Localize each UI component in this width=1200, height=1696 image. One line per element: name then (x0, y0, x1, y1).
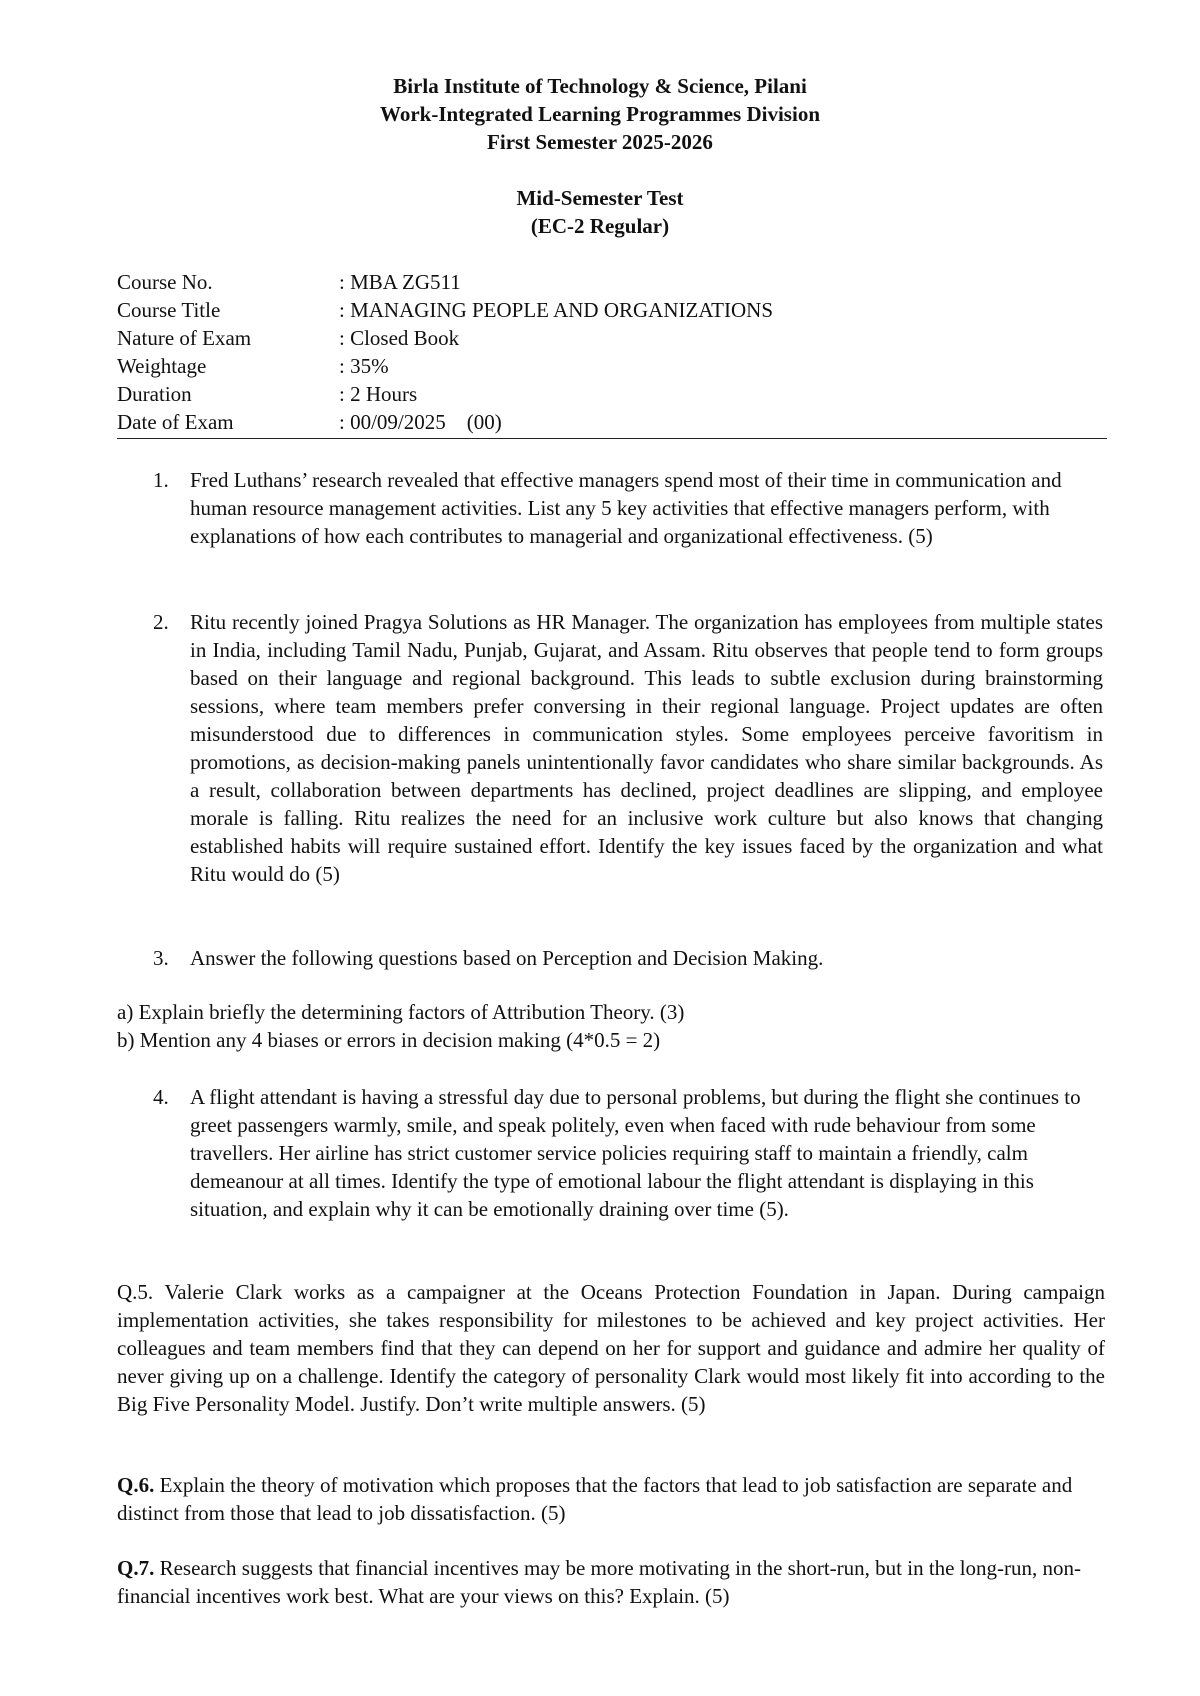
question-text: A flight attendant is having a stressful day due to personal problems, but during the flight she continues to greet passengers warmly, smile, and speak politely, even when faced with rude behaviour from some travellers. Her airline has strict customer service policies requiring staff to maintain a friendly, calm demeanour at all times. Identify the type of emotional labour the flight attendant is displaying in this situation, and explain why it can be emotionally draining over time (5). (190, 1085, 1081, 1221)
question-5 (117, 1278, 1105, 1418)
question-number: 3. (153, 946, 169, 970)
detail-row (117, 324, 1107, 352)
semester: First Semester 2025-2026 (487, 130, 713, 154)
question-3b: b) Mention any 4 biases or errors in decision making (4*0.5 = 2) (117, 1028, 661, 1052)
question-3a: a) Explain briefly the determining factors of Attribution Theory. (3) (117, 1000, 685, 1024)
question-7 (117, 1554, 1105, 1610)
division-name: Work-Integrated Learning Programmes Division (380, 102, 820, 126)
exam-header (0, 72, 1200, 240)
detail-value: : 00/09/2025 (00) (339, 410, 502, 434)
detail-value: : Closed Book (339, 326, 460, 350)
question-text: Ritu recently joined Pragya Solutions as HR Manager. The organization has employees from multiple states in India, including Tamil Nadu, Punjab, Gujarat, and Assam. Ritu observes that people tend to form groups based on their language and regional background. This leads to subtle exclusion during brainstorming sessions, where team members prefer conversing in their regional language. Project updates are often misunderstood due to differences in communication styles. Some employees perceive favoritism in promotions, as decision-making panels unintentionally favor candidates who share similar backgrounds. As a result, collaboration between departments has declined, project deadlines are slipping, and employee morale is falling. Ritu realizes the need for an inclusive work culture but also knows that changing established habits will require sustained effort. Identify the key issues faced by the organization and what Ritu would do (5) (190, 610, 1103, 886)
detail-label: Nature of Exam (117, 326, 252, 350)
detail-value: : 2 Hours (339, 382, 418, 406)
question-text: Explain the theory of motivation which proposes that the factors that lead to job satisfaction are separate and distinct from those that lead to job dissatisfaction. (5) (117, 1473, 1073, 1525)
detail-row (117, 296, 1107, 324)
detail-label: Weightage (117, 354, 207, 378)
institute-name: Birla Institute of Technology & Science, Pilani (393, 74, 807, 98)
question-text: Valerie Clark works as a campaigner at the Oceans Protection Foundation in Japan. During campaign implementation activities, she takes responsibility for milestones to be achieved and key project activities. Her colleagues and team members find that they can depend on her for support and guidance and admire her quality of never giving up on a challenge. Identify the category of personality Clark would most likely fit into according to the Big Five Personality Model. Justify. Don’t write multiple answers. (5) (117, 1280, 1105, 1416)
question-4 (153, 1083, 1103, 1223)
question-text: Answer the following questions based on Perception and Decision Making. (190, 946, 824, 970)
question-number: Q.6. (117, 1473, 155, 1497)
question-3 (153, 944, 1103, 972)
question-text: Research suggests that financial incentives may be more motivating in the short-run, but in the long-run, non-financial incentives work best. What are your views on this? Explain. (5) (117, 1556, 1082, 1608)
test-type: (EC-2 Regular) (530, 214, 670, 238)
detail-label: Course No. (117, 270, 213, 294)
detail-label: Duration (117, 382, 192, 406)
detail-label: Course Title (117, 298, 221, 322)
question-text: Fred Luthans’ research revealed that effective managers spend most of their time in communication and human resource management activities. List any 5 key activities that effective managers perform, with explanations of how each contributes to managerial and organizational effectiveness. (5) (190, 468, 1062, 548)
detail-value: : MBA ZG511 (339, 270, 461, 294)
question-1 (153, 466, 1103, 550)
detail-value: : MANAGING PEOPLE AND ORGANIZATIONS (339, 298, 773, 322)
detail-row (117, 380, 1107, 408)
question-number: 1. (153, 468, 169, 492)
header-divider (117, 438, 1107, 439)
test-name: Mid-Semester Test (516, 186, 684, 210)
question-2 (153, 608, 1103, 888)
detail-value: : 35% (339, 354, 389, 378)
detail-row (117, 408, 1107, 436)
question-number: Q.5. (117, 1280, 154, 1304)
question-6 (117, 1471, 1105, 1527)
detail-row (117, 352, 1107, 380)
detail-row (117, 268, 1107, 296)
detail-label: Date of Exam (117, 410, 234, 434)
question-number: 2. (153, 610, 169, 634)
question-number: 4. (153, 1085, 169, 1109)
question-number: Q.7. (117, 1556, 155, 1580)
exam-details (117, 268, 1107, 436)
